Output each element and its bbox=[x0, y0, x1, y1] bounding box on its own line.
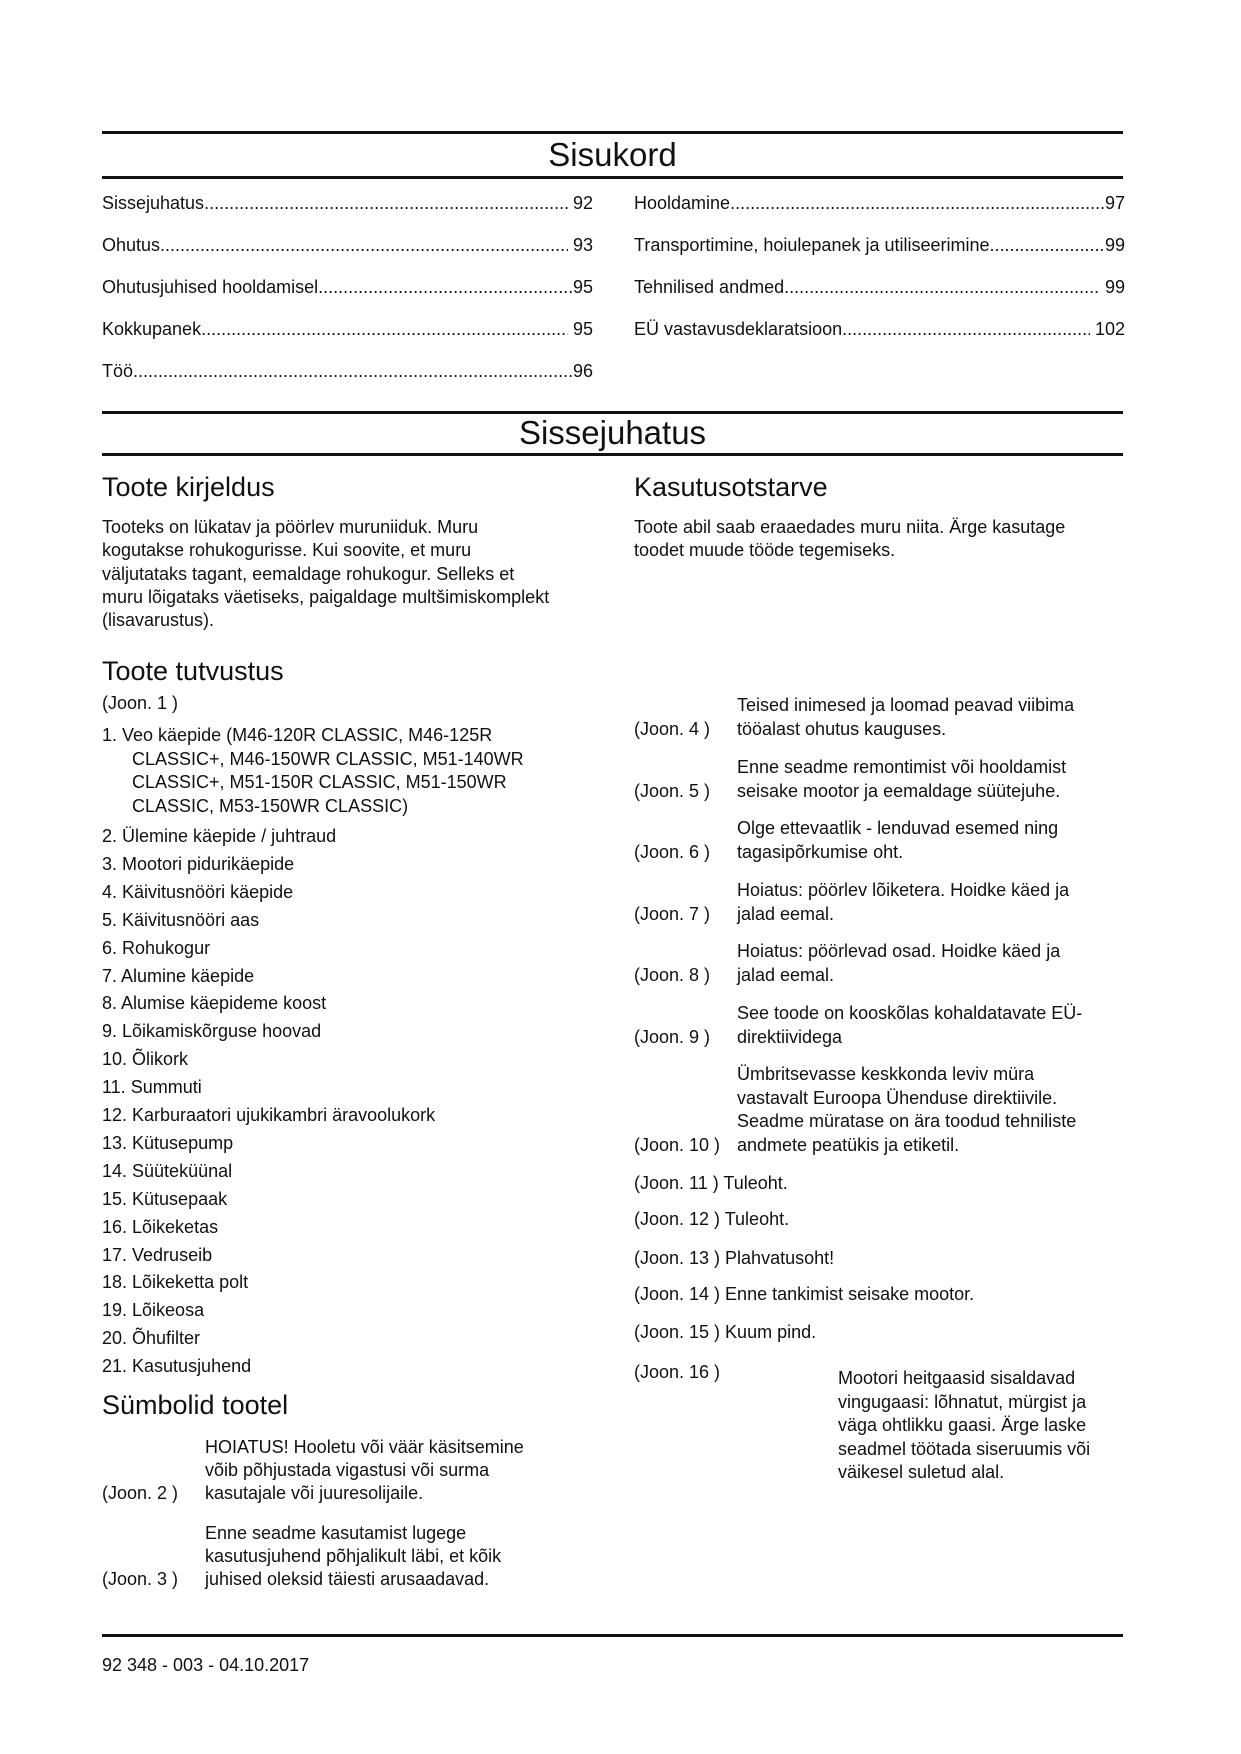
description-heading: Toote kirjeldus bbox=[102, 472, 275, 502]
symbol-description-line: võib põhjustada vigastusi või surma bbox=[205, 1460, 490, 1480]
toc-entry-label: Ohutusjuhised hooldamisel bbox=[102, 277, 319, 297]
symbol-description-line: See toode on kooskõlas kohaldatavate EÜ- bbox=[737, 1003, 1083, 1023]
description-line: (lisavarustus). bbox=[102, 610, 215, 631]
description-line: muru lõigataks väetiseks, paigaldage multšimiskomplekt bbox=[102, 586, 550, 607]
description-line: Tooteks on lükatav ja pöörlev muruniiduk. Muru bbox=[102, 517, 479, 537]
symbol-description-line: väga ohtlikku gaasi. Ärge laske bbox=[838, 1415, 1087, 1435]
toc-dot-leader bbox=[784, 276, 1100, 298]
toc-entry-page: 95 bbox=[572, 277, 593, 297]
symbol-description-line: tagasipõrkumise oht. bbox=[737, 841, 904, 862]
toc-entry[interactable] bbox=[102, 360, 593, 382]
toc-entry-label: Kokkupanek bbox=[102, 319, 202, 339]
parts-list-item: 16. Lõikeketas bbox=[102, 1216, 219, 1237]
parts-list-item: 2. Ülemine käepide / juhtraud bbox=[102, 826, 337, 846]
symbol-description-line: Hoiatus: pöörlev lõiketera. Hoidke käed ja bbox=[737, 880, 1070, 900]
toc-entry-label: Transportimine, hoiulepanek ja utiliseerimine bbox=[634, 235, 990, 255]
symbol-description-line: andmete peatükis ja etiketil. bbox=[737, 1134, 960, 1155]
toc-entry[interactable] bbox=[634, 234, 1125, 256]
toc-dot-leader bbox=[204, 192, 568, 214]
symbols-heading: Sümbolid tootel bbox=[102, 1390, 289, 1420]
parts-list-item: 4. Käivitusnööri käepide bbox=[102, 881, 294, 902]
symbol-description-line: Seadme müratase on ära toodud tehniliste bbox=[737, 1111, 1077, 1131]
symbol-description-line: Mootori heitgaasid sisaldavad bbox=[838, 1368, 1076, 1388]
toc-entry-page: 102 bbox=[1089, 319, 1125, 339]
toc-entry-label: EÜ vastavusdeklaratsioon bbox=[634, 319, 843, 339]
parts-list-item: 11. Summuti bbox=[102, 1077, 202, 1098]
symbol-description-line: vastavalt Euroopa Ühenduse direktiivile. bbox=[737, 1087, 1058, 1108]
overview-figure-ref: (Joon. 1 ) bbox=[102, 693, 179, 713]
parts-list-item: 18. Lõikeketta polt bbox=[102, 1272, 249, 1293]
toc-entry-page: 93 bbox=[567, 235, 593, 255]
symbol-description-line: seadmel töötada siseruumis või bbox=[838, 1438, 1091, 1459]
symbol-description-line: vingugaasi: lõhnatut, mürgist ja bbox=[838, 1391, 1087, 1412]
symbol-inline-entry: (Joon. 11 ) Tuleoht. bbox=[634, 1173, 788, 1193]
toc-entry[interactable] bbox=[102, 234, 593, 256]
toc-dot-leader bbox=[201, 318, 568, 340]
parts-list-item: 13. Kütusepump bbox=[102, 1132, 234, 1153]
description-line: kogutakse rohukogurisse. Kui soovite, et muru bbox=[102, 540, 472, 561]
symbol-inline-entry: (Joon. 12 ) Tuleoht. bbox=[634, 1209, 790, 1229]
parts-list-item: 20. Õhufilter bbox=[102, 1328, 201, 1349]
toc-dot-leader bbox=[318, 276, 573, 298]
toc-dot-leader bbox=[133, 360, 573, 382]
purpose-heading: Kasutusotstarve bbox=[634, 472, 828, 502]
symbol-figure-ref: (Joon. 6 ) bbox=[634, 841, 711, 862]
toc-entry-label: Tehnilised andmed bbox=[634, 277, 785, 297]
symbol-description-line: Ümbritsevasse keskkonda leviv müra bbox=[737, 1064, 1035, 1084]
toc-entry-page: 97 bbox=[1104, 193, 1125, 213]
symbol-description-line: Enne seadme kasutamist lugege bbox=[205, 1523, 467, 1543]
symbol-figure-ref: (Joon. 5 ) bbox=[634, 780, 711, 801]
parts-list-item: 6. Rohukogur bbox=[102, 937, 211, 958]
parts-list-item: 3. Mootori pidurikäepide bbox=[102, 853, 295, 874]
symbol-description-line: Teised inimesed ja loomad peavad viibima bbox=[737, 695, 1075, 715]
toc-dot-leader bbox=[160, 234, 568, 256]
intro-title: Sissejuhatus bbox=[518, 414, 707, 451]
symbol-description-line: Olge ettevaatlik - lenduvad esemed ning bbox=[737, 818, 1059, 838]
parts-list-item: 5. Käivitusnööri aas bbox=[102, 909, 260, 930]
symbol-description-line: väikesel suletud alal. bbox=[838, 1462, 1005, 1482]
parts-list-item: 8. Alumise käepideme koost bbox=[102, 993, 327, 1014]
toc-dot-leader bbox=[990, 234, 1105, 256]
toc-entry-page: 99 bbox=[1099, 277, 1125, 297]
parts-list-item-1-line: CLASSIC, M53-150WR CLASSIC) bbox=[132, 795, 409, 816]
symbol-figure-ref: (Joon. 16 ) bbox=[634, 1362, 721, 1382]
symbol-description-line: juhised oleksid täiesti arusaadavad. bbox=[205, 1569, 490, 1589]
symbol-figure-ref: (Joon. 2 ) bbox=[102, 1483, 179, 1503]
symbol-description-line: kasutajale või juuresolijaile. bbox=[205, 1483, 424, 1503]
symbol-description-line: tööalast ohutus kauguses. bbox=[737, 718, 947, 739]
parts-list-item-1-line: 1. Veo käepide (M46-120R CLASSIC, M46-125R bbox=[102, 725, 493, 745]
symbol-description-line: kasutusjuhend põhjalikult läbi, et kõik bbox=[205, 1546, 502, 1566]
parts-list-item: 21. Kasutusjuhend bbox=[102, 1356, 252, 1377]
toc-entry-label: Töö bbox=[102, 361, 134, 381]
toc-entry[interactable] bbox=[634, 192, 1125, 214]
symbol-description-line: HOIATUS! Hooletu või väär käsitsemine bbox=[205, 1437, 524, 1457]
toc-entry-page: 95 bbox=[567, 319, 593, 339]
toc-entry-page: 99 bbox=[1104, 235, 1125, 255]
parts-list-item: 12. Karburaatori ujukikambri äravoolukork bbox=[102, 1105, 436, 1125]
toc-entry-label: Ohutus bbox=[102, 235, 161, 255]
toc-entry[interactable] bbox=[102, 318, 593, 340]
symbol-figure-ref: (Joon. 9 ) bbox=[634, 1026, 711, 1047]
symbol-description-line: Enne seadme remontimist või hooldamist bbox=[737, 757, 1067, 777]
overview-heading: Toote tutvustus bbox=[102, 656, 284, 686]
toc-dot-leader bbox=[842, 318, 1090, 340]
toc-entry[interactable] bbox=[634, 276, 1125, 298]
toc-dot-leader bbox=[730, 192, 1105, 214]
toc-entry-label: Sissejuhatus bbox=[102, 193, 205, 213]
parts-list-item-1-line: CLASSIC+, M51-150R CLASSIC, M51-150WR bbox=[132, 772, 507, 792]
intro-bottom-rule bbox=[102, 453, 1123, 456]
parts-list-item: 9. Lõikamiskõrguse hoovad bbox=[102, 1021, 322, 1042]
parts-list-item: 14. Süüteküünal bbox=[102, 1160, 233, 1181]
symbol-description-line: jalad eemal. bbox=[737, 964, 835, 985]
parts-list-item: 17. Vedruseib bbox=[102, 1244, 213, 1265]
toc-title: Sisukord bbox=[548, 136, 677, 173]
toc-entry-label: Hooldamine bbox=[634, 193, 731, 213]
symbol-figure-ref: (Joon. 4 ) bbox=[634, 718, 711, 739]
symbol-description-line: direktiividega bbox=[737, 1026, 843, 1047]
description-line: väljutataks tagant, eemaldage rohukogur. Selleks et bbox=[102, 563, 515, 584]
symbol-inline-entry: (Joon. 14 ) Enne tankimist seisake mootor. bbox=[634, 1284, 975, 1304]
toc-entry[interactable] bbox=[102, 276, 593, 298]
toc-entry[interactable] bbox=[102, 192, 593, 214]
symbol-figure-ref: (Joon. 10 ) bbox=[634, 1134, 721, 1155]
toc-entry-page: 92 bbox=[567, 193, 593, 213]
parts-list-item: 15. Kütusepaak bbox=[102, 1188, 228, 1209]
symbol-inline-entry: (Joon. 13 ) Plahvatusoht! bbox=[634, 1248, 835, 1268]
parts-list-item: 7. Alumine käepide bbox=[102, 965, 255, 986]
toc-entry[interactable] bbox=[634, 318, 1125, 340]
symbol-description-line: seisake mootor ja eemaldage süütejuhe. bbox=[737, 780, 1061, 801]
toc-top-rule bbox=[102, 131, 1123, 134]
symbol-inline-entry: (Joon. 15 ) Kuum pind. bbox=[634, 1322, 817, 1342]
symbol-description-line: Hoiatus: pöörlevad osad. Hoidke käed ja bbox=[737, 941, 1061, 961]
symbol-figure-ref: (Joon. 7 ) bbox=[634, 903, 711, 924]
symbol-figure-ref: (Joon. 8 ) bbox=[634, 964, 711, 985]
parts-list-item: 10. Õlikork bbox=[102, 1049, 189, 1070]
symbol-figure-ref: (Joon. 3 ) bbox=[102, 1569, 179, 1589]
footer-rule bbox=[102, 1634, 1123, 1637]
toc-bottom-rule bbox=[102, 176, 1123, 179]
purpose-line: toodet muude tööde tegemiseks. bbox=[634, 540, 896, 561]
footer-doc-id: 92 348 - 003 - 04.10.2017 bbox=[102, 1655, 310, 1675]
parts-list-item: 19. Lõikeosa bbox=[102, 1300, 205, 1321]
symbol-description-line: jalad eemal. bbox=[737, 903, 835, 924]
toc-entry-page: 96 bbox=[572, 361, 593, 381]
purpose-line: Toote abil saab eraaedades muru niita. Ärge kasutage bbox=[634, 517, 1066, 537]
parts-list-item-1-line: CLASSIC+, M46-150WR CLASSIC, M51-140WR bbox=[132, 748, 524, 769]
